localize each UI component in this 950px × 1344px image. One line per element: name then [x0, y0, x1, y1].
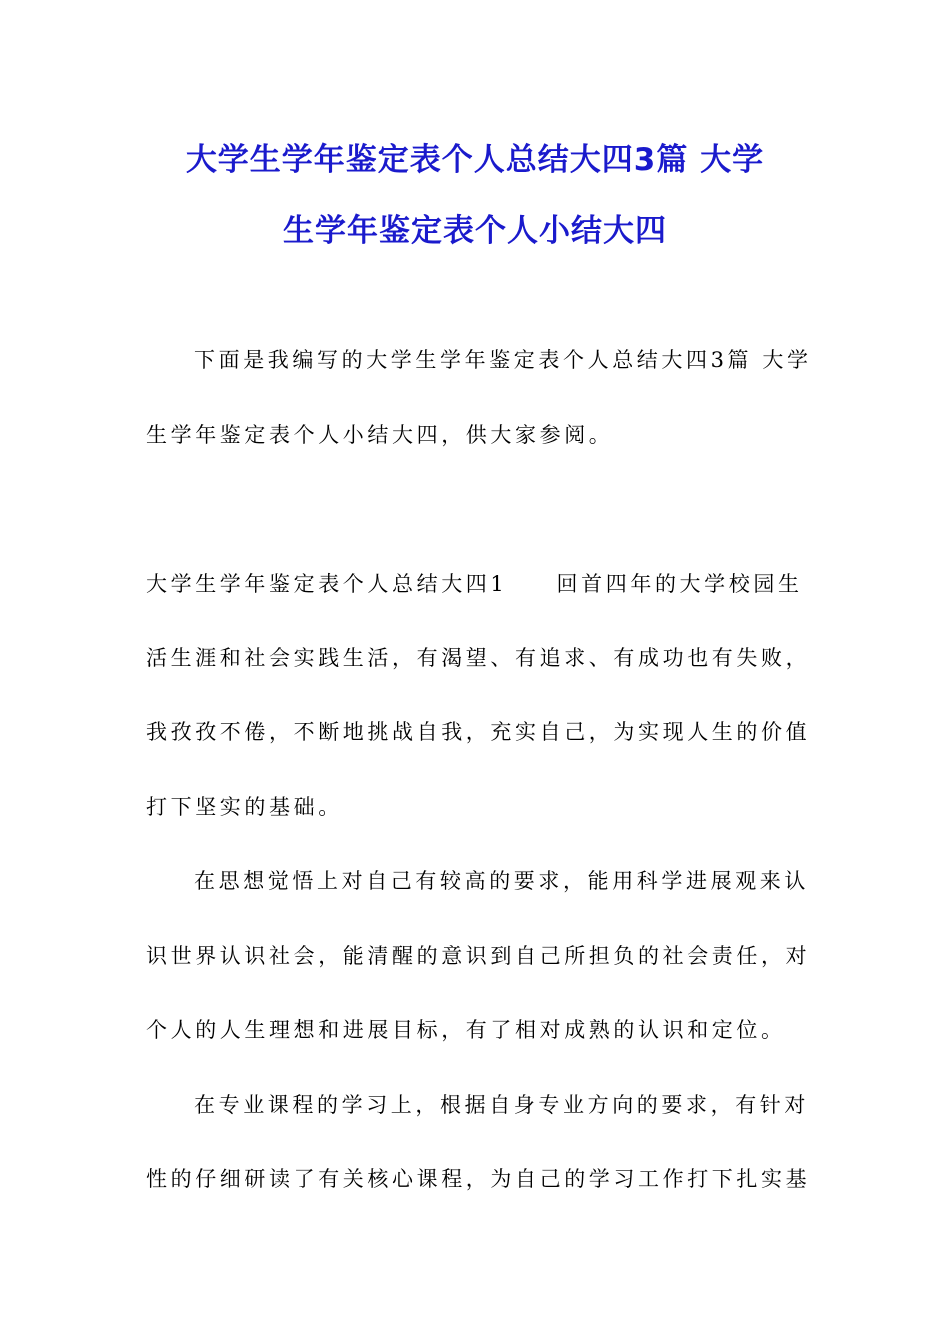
intro-line-2: 生学年鉴定表个人小结大四，供大家参阅。 [146, 423, 614, 447]
section1-line-2: 活生涯和社会实践生活，有渴望、有追求、有成功也有失败， [146, 646, 811, 670]
document-title-line-1: 大学生学年鉴定表个人总结大四3篇 大学 [185, 142, 765, 178]
para3-line-1: 在专业课程的学习上，根据自身专业方向的要求，有针对 [194, 1093, 809, 1117]
intro-line-1: 下面是我编写的大学生学年鉴定表个人总结大四3篇 大学 [194, 348, 812, 372]
para2-line-2: 识世界认识社会，能清醒的意识到自己所担负的社会责任，对 [146, 944, 811, 968]
para3-line-2: 性的仔细研读了有关核心课程，为自己的学习工作打下扎实基 [146, 1167, 811, 1191]
section1-line-1: 大学生学年鉴定表个人总结大四1 回首四年的大学校园生 [146, 572, 803, 596]
para2-line-3: 个人的人生理想和进展目标，有了相对成熟的认识和定位。 [146, 1018, 786, 1042]
document-title-line-2: 生学年鉴定表个人小结大四 [283, 213, 667, 249]
section1-line-4: 打下坚实的基础。 [146, 795, 343, 819]
section1-line-3: 我孜孜不倦，不断地挑战自我，充实自己，为实现人生的价值 [146, 720, 811, 744]
para2-line-1: 在思想觉悟上对自己有较高的要求，能用科学进展观来认 [194, 869, 809, 893]
